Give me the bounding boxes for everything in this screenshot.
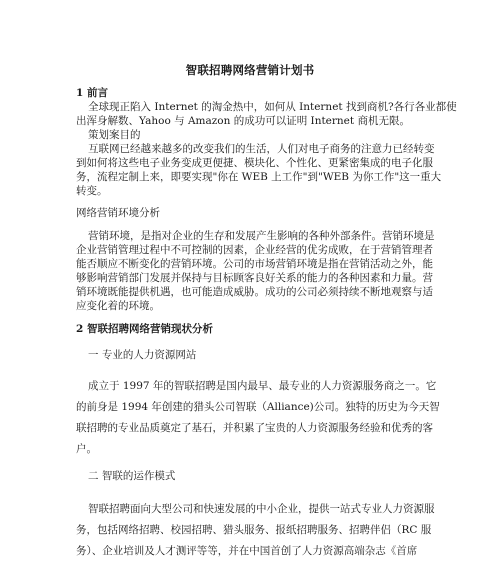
text-line: 到如何将这些电子业务变成更便捷、模块化、个性化、更紧密集成的电子化服 (76, 157, 433, 169)
document-title: 智联招聘网络营销计划书 (185, 63, 315, 77)
text-line: 应变化着的环境。 (76, 300, 160, 312)
text-line: 够影响营销部门发展并保持与目标顾客良好关系的能力的各种因素和力量。营 (76, 272, 433, 284)
text-line: 转变。 (76, 185, 108, 197)
text-line: 企业营销管理过程中不可控制的因素，企业经营的优劣成败，在于营销管理者 (76, 244, 433, 256)
text-line: 户。 (76, 443, 97, 455)
text-line: 联招聘的专业品质奠定了基石，并积累了宝贵的人力资源服务经验和优秀的客 (76, 422, 433, 434)
environment-heading: 网络营销环境分析 (76, 207, 160, 219)
text-line: 营销环境，是指对企业的生存和发展产生影响的各种外部条件。营销环境是 (88, 230, 435, 242)
section-1-paragraph-3 (76, 229, 436, 313)
section-1-paragraph-1 (76, 100, 457, 128)
section-2-heading: 2 智联招聘网络营销现状分析 (76, 323, 213, 335)
text-line: 全球现正陷入 Internet 的淘金热中，如何从 Internet 找到商机?各行各业都使 (88, 101, 457, 113)
section-1-sub-heading: 策划案目的 (88, 129, 141, 141)
section-2-sub-heading-1: 一 专业的人力资源网站 (88, 349, 197, 361)
text-line: 务，包括网络招聘、校园招聘、猎头服务、报纸招聘服务、招聘伴侣（RC 服 (76, 524, 432, 536)
text-line: 销环境既能提供机遇，也可能造成威胁。成功的公司必须持续不断地观察与适 (76, 286, 433, 298)
section-2-paragraph-1 (76, 376, 440, 460)
text-line: 互联网已经越来越多的改变我们的生活，人们对电子商务的注意力已经转变 (88, 143, 435, 155)
text-line: 的前身是 1994 年创建的猎头公司智联（Alliance)公司。独特的历史为今天智 (76, 401, 440, 413)
text-line: 成立于 1997 年的智联招聘是国内最早、最专业的人力资源服务商之一。它 (88, 380, 437, 392)
text-line: 智联招聘面向大型公司和快速发展的中小企业，提供一站式专业人力资源服 (88, 503, 435, 515)
section-2-paragraph-2 (76, 499, 436, 562)
text-line: 务，流程定制上来，即要实现"你在 WEB 上工作"到"WEB 为你工作"这一重大 (76, 171, 442, 183)
section-2-sub-heading-2: 二 智联的运作模式 (88, 470, 176, 482)
text-line: 务）、企业培训及人才测评等等，并在中国首创了人力资源高端杂志《首席 (76, 545, 418, 557)
text-line: 能否顺应不断变化的营销环境。公司的市场营销环境是指在营销活动之外，能 (76, 258, 433, 270)
text-line: 出浑身解数、Yahoo 与 Amazon 的成功可以证明 Internet 商机无限。 (76, 115, 410, 127)
section-1-heading: 1 前言 (76, 87, 108, 99)
section-1-paragraph-2 (76, 142, 442, 198)
